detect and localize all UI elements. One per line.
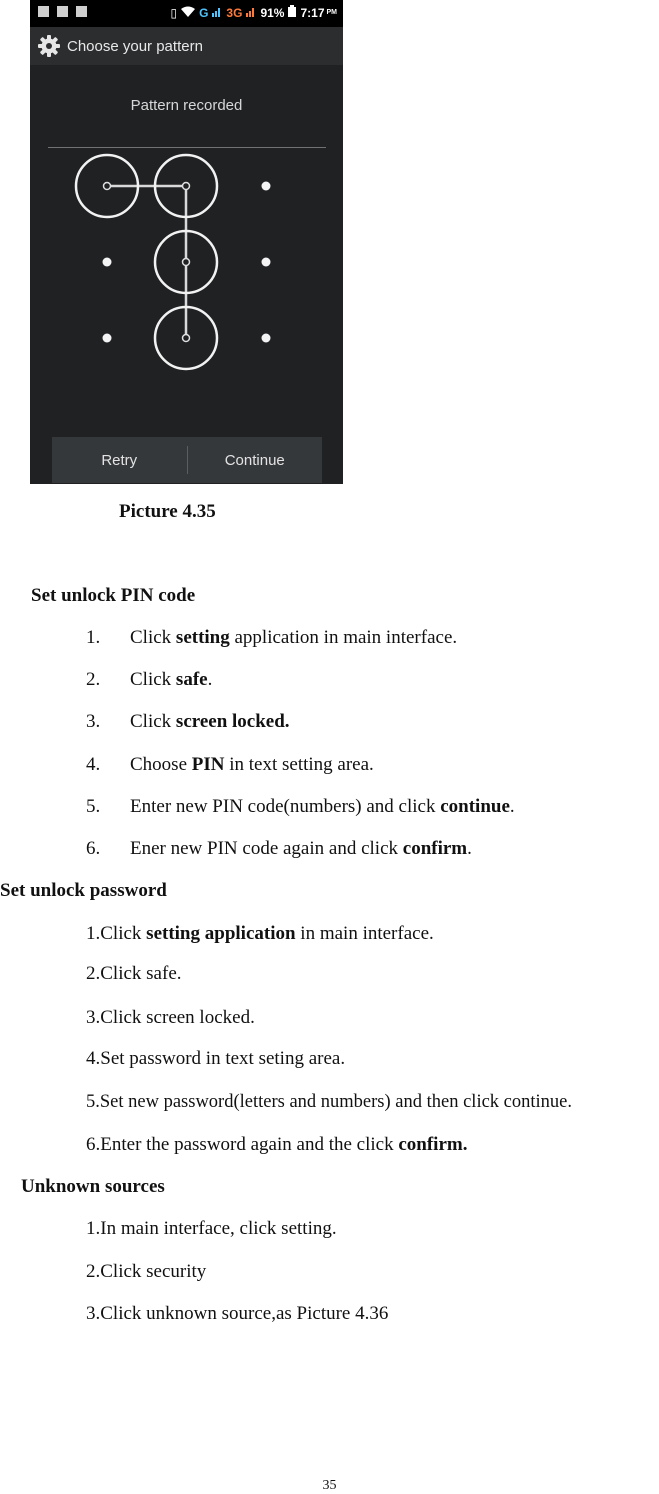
list-text-bold: safe: [175, 669, 208, 690]
clock: 7:17: [300, 5, 325, 20]
list-number: 5.: [86, 796, 101, 817]
section-heading-unknown-sources: Unknown sources: [21, 1176, 165, 1197]
list-number: 6.: [86, 838, 101, 859]
list-text-pre: 5.Set new password(letters and numbers) and then click continue.: [86, 1092, 573, 1112]
list-text-post: in text setting area.: [224, 754, 374, 775]
pattern-grid[interactable]: [30, 65, 343, 437]
signal-bars-icon: [212, 6, 222, 20]
list-item: [86, 923, 434, 945]
screen-title: Choose your pattern: [67, 37, 203, 55]
list-item: 1.In main interface, click setting.: [86, 1218, 337, 1239]
list-item: [86, 1048, 345, 1070]
vibrate-icon: ▯: [170, 5, 178, 20]
list-text-bold: confirm: [402, 838, 468, 859]
signal-3g-label: 3G: [226, 5, 243, 20]
notification-icon: [38, 6, 49, 17]
list-number: 2.: [86, 669, 101, 690]
pattern-dot[interactable]: [262, 182, 271, 191]
battery-percent: 91%: [260, 5, 285, 20]
list-item: 2.Click security: [86, 1261, 207, 1282]
list-text-bold: continue: [440, 796, 510, 817]
phone-screenshot: [30, 0, 343, 484]
list-text: [130, 669, 212, 691]
list-text-pre: 3.Click screen locked.: [86, 1007, 255, 1028]
page-number: 35: [322, 1478, 337, 1493]
list-text-bold: PIN: [191, 754, 225, 775]
list-text-pre: Ener new PIN code again and click: [130, 838, 403, 859]
pattern-dot[interactable]: [103, 334, 112, 343]
list-item: [86, 963, 182, 985]
wifi-icon: [181, 6, 195, 20]
list-text-pre: 4.Set password in text seting area.: [86, 1048, 346, 1069]
list-text-pre: Click: [130, 711, 176, 732]
figure-caption: Picture 4.35: [119, 501, 216, 522]
notification-icons: [38, 6, 87, 17]
notification-icon: [57, 6, 68, 17]
list-text: [130, 796, 515, 818]
pattern-screen: [30, 65, 343, 484]
list-item: [86, 1134, 467, 1156]
list-text: [130, 754, 374, 776]
list-text-pre: 2.Click safe.: [86, 963, 182, 984]
list-text-pre: 1.Click: [86, 923, 147, 944]
list-item: 3.Click unknown source,as Picture 4.36: [86, 1303, 389, 1324]
list-text-pre: Click: [130, 669, 176, 690]
pattern-dot[interactable]: [262, 334, 271, 343]
list-text-pre: Enter new PIN code(numbers) and click: [130, 796, 441, 817]
section-heading-pin: Set unlock PIN code: [31, 585, 196, 606]
list-number: 4.: [86, 754, 101, 775]
signal-g-label: G: [199, 5, 209, 20]
list-item: [86, 1092, 572, 1113]
retry-button[interactable]: Retry: [52, 437, 187, 483]
list-text-pre: 6.Enter the password again and the click: [86, 1134, 399, 1155]
list-text: [130, 711, 290, 733]
clock-ampm: PM: [326, 9, 337, 16]
list-text-pre: Click: [130, 627, 176, 648]
list-text-post: .: [207, 669, 213, 690]
title-bar: [30, 27, 343, 65]
list-text-bold: screen locked.: [175, 711, 290, 732]
pattern-dot[interactable]: [262, 258, 271, 267]
button-bar: [52, 437, 322, 483]
list-number: 1.: [86, 627, 101, 648]
list-text: [130, 838, 472, 860]
list-text-post: .: [467, 838, 472, 859]
gear-icon: [38, 35, 60, 57]
list-text-bold: confirm.: [398, 1134, 468, 1155]
list-number: 3.: [86, 711, 101, 732]
list-text-pre: Choose: [130, 754, 192, 775]
list-text: [130, 627, 457, 649]
signal-bars-icon: [246, 6, 256, 20]
list-text-post: in main interface.: [295, 923, 434, 944]
list-text-post: application in main interface.: [229, 627, 458, 648]
status-icons: [170, 5, 337, 20]
status-bar: [30, 0, 343, 27]
battery-icon: [288, 5, 296, 20]
continue-button[interactable]: Continue: [188, 437, 323, 483]
pattern-status-message: Pattern recorded: [130, 97, 243, 114]
list-text-post: .: [509, 796, 515, 817]
section-heading-password: Set unlock password: [0, 880, 167, 901]
notification-icon: [76, 6, 87, 17]
list-item: [86, 1007, 255, 1029]
list-text-bold: setting application: [146, 923, 296, 944]
pattern-dot[interactable]: [103, 258, 112, 267]
list-text-bold: setting: [175, 627, 230, 648]
